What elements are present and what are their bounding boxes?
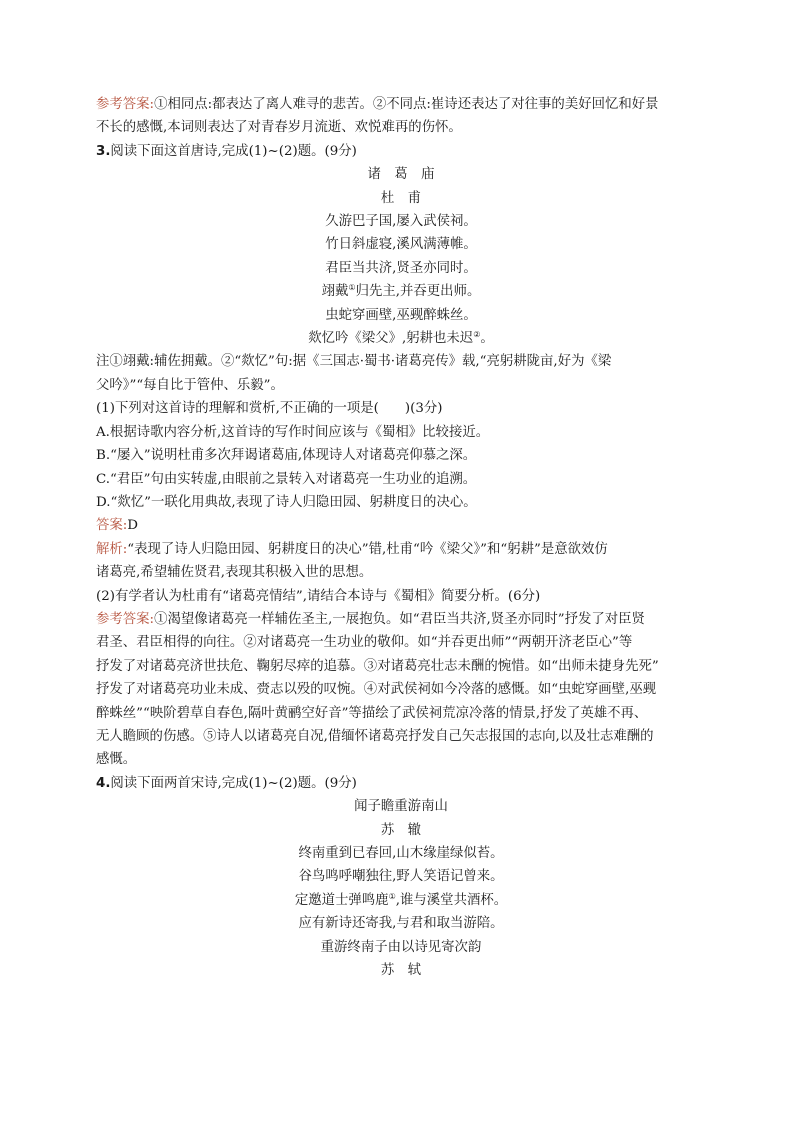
option-d: D.“欻忆”一联化用典故,表现了诗人归隐田园、躬耕度日的决心。 bbox=[96, 494, 477, 510]
sub-question-2-answer-line: 君圣、君臣相得的向往。②对诸葛亮一生功业的敬仰。如“并吞更出师”“两朝开济老臣心”等 bbox=[96, 635, 633, 651]
footnote-marker: ① bbox=[388, 891, 396, 901]
question-number: 4. bbox=[96, 775, 111, 791]
poem-line: 君臣当共济,贤圣亦同时。 bbox=[325, 260, 477, 276]
sub-question-2-answer-line: 抒发了对诸葛亮功业未成、赍志以殁的叹惋。④对武侯祠如今冷落的感慨。如“虫蛇穿画壁,巫觋 bbox=[96, 682, 657, 698]
answer-value: D bbox=[127, 518, 139, 534]
sub-question-2-stem: (2)有学者认为杜甫有“诸葛亮情结”,请结合本诗与《蜀相》简要分析。(6分) bbox=[96, 588, 541, 604]
poem-title: 重游终南子由以诗见寄次韵 bbox=[320, 939, 482, 955]
poem-line: 虫蛇穿画壁,巫觋醉蛛丝。 bbox=[325, 307, 477, 323]
poem-line: 竹日斜虚寝,溪风满薄帷。 bbox=[325, 237, 477, 253]
option-a: A.根据诗歌内容分析,这首诗的写作时间应该与《蜀相》比较接近。 bbox=[96, 424, 490, 440]
answer-label: 答案: bbox=[96, 518, 128, 534]
option-c: C.“君臣”句由实转虚,由眼前之景转入对诸葛亮一生功业的追溯。 bbox=[96, 471, 477, 487]
analysis-line1: 解析:“表现了诗人归隐田园、躬耕度日的决心”错,杜甫“吟《梁父》”和“躬耕”是意欲效仿 bbox=[96, 541, 608, 557]
footnote-marker: ① bbox=[348, 283, 356, 293]
poem-notes-line1: 注①翊戴:辅佐拥戴。②“欻忆”句:据《三国志·蜀书·诸葛亮传》载,“亮躬耕陇亩,好为《梁 bbox=[96, 354, 612, 370]
question-number: 3. bbox=[96, 143, 111, 159]
q2-answer-line2: 不长的感慨,本词则表达了对青春岁月流逝、欢悦难再的伤怀。 bbox=[96, 120, 462, 136]
sub-question-2-answer-line: 抒发了对诸葛亮济世扶危、鞠躬尽瘁的追慕。③对诸葛亮壮志未酬的惋惜。如“出师未捷身先死” bbox=[96, 658, 659, 674]
poem-line: 欻忆吟《梁父》,躬耕也未迟②。 bbox=[308, 330, 494, 347]
sub-question-2-answer-line: 醉蛛丝”“映阶碧草自春色,隔叶黄鹂空好音”等描绘了武侯祠荒凉冷落的情景,抒发了英雄不再、 bbox=[96, 705, 648, 721]
sub-question-2-answer-line: 无人瞻顾的伤感。⑤诗人以诸葛亮自况,借缅怀诸葛亮抒发自己矢志报国的志向,以及壮志难酬的 bbox=[96, 728, 654, 744]
answer-label: 参考答案: bbox=[96, 97, 155, 112]
poem-title: 闻子瞻重游南山 bbox=[354, 799, 448, 815]
poem-line: 终南重到已春回,山木缘崖绿似苔。 bbox=[298, 846, 504, 861]
question-4-intro: 4.阅读下面两首宋诗,完成(1)~(2)题。(9分) bbox=[96, 775, 357, 791]
poem-author: 苏 辙 bbox=[380, 822, 422, 838]
poem-notes-line2: 父吟》”“每自比于管仲、乐毅”。 bbox=[96, 377, 284, 393]
poem-author: 杜 甫 bbox=[380, 190, 422, 206]
answer-label: 参考答案: bbox=[96, 611, 155, 627]
poem-line: 谷鸟鸣呼嘲独往,野人笑语记曾来。 bbox=[298, 869, 504, 885]
analysis-label: 解析: bbox=[96, 541, 128, 557]
sub-question-1-answer bbox=[96, 514, 706, 537]
sub-question-1-stem: (1)下列对这首诗的理解和赏析,不正确的一项是( )(3分) bbox=[96, 401, 443, 417]
document-page bbox=[96, 93, 706, 982]
footnote-marker: ② bbox=[473, 330, 481, 340]
sub-question-2-answer-line: 感慨。 bbox=[96, 752, 137, 768]
question-3-intro: 3.阅读下面这首唐诗,完成(1)~(2)题。(9分) bbox=[96, 143, 357, 159]
poem-line: 久游巴子国,屡入武侯祠。 bbox=[325, 214, 477, 230]
poem-title: 诸 葛 庙 bbox=[367, 167, 435, 183]
sub-question-2-answer-line: 参考答案:①渴望像诸葛亮一样辅佐圣主,一展抱负。如“君臣当共济,贤圣亦同时”抒发了对臣贤 bbox=[96, 611, 645, 627]
poem-line: 应有新诗还寄我,与君和取当游陪。 bbox=[298, 916, 504, 932]
q2-answer-line1: 参考答案:①相同点:都表达了离人难寻的悲苦。②不同点:崔诗还表达了对往事的美好回忆和好景 bbox=[96, 97, 659, 112]
analysis-line2: 诸葛亮,希望辅佐贤君,表现其积极入世的思想。 bbox=[96, 565, 373, 581]
option-b: B.“屡入”说明杜甫多次拜谒诸葛庙,体现诗人对诸葛亮仰慕之深。 bbox=[96, 448, 477, 464]
poem-line: 翊戴①归先主,并吞更出师。 bbox=[321, 283, 481, 300]
poem-author: 苏 轼 bbox=[380, 963, 422, 979]
poem-line: 定邀道士弹鸣鹿①,谁与溪堂共酒杯。 bbox=[294, 891, 508, 908]
